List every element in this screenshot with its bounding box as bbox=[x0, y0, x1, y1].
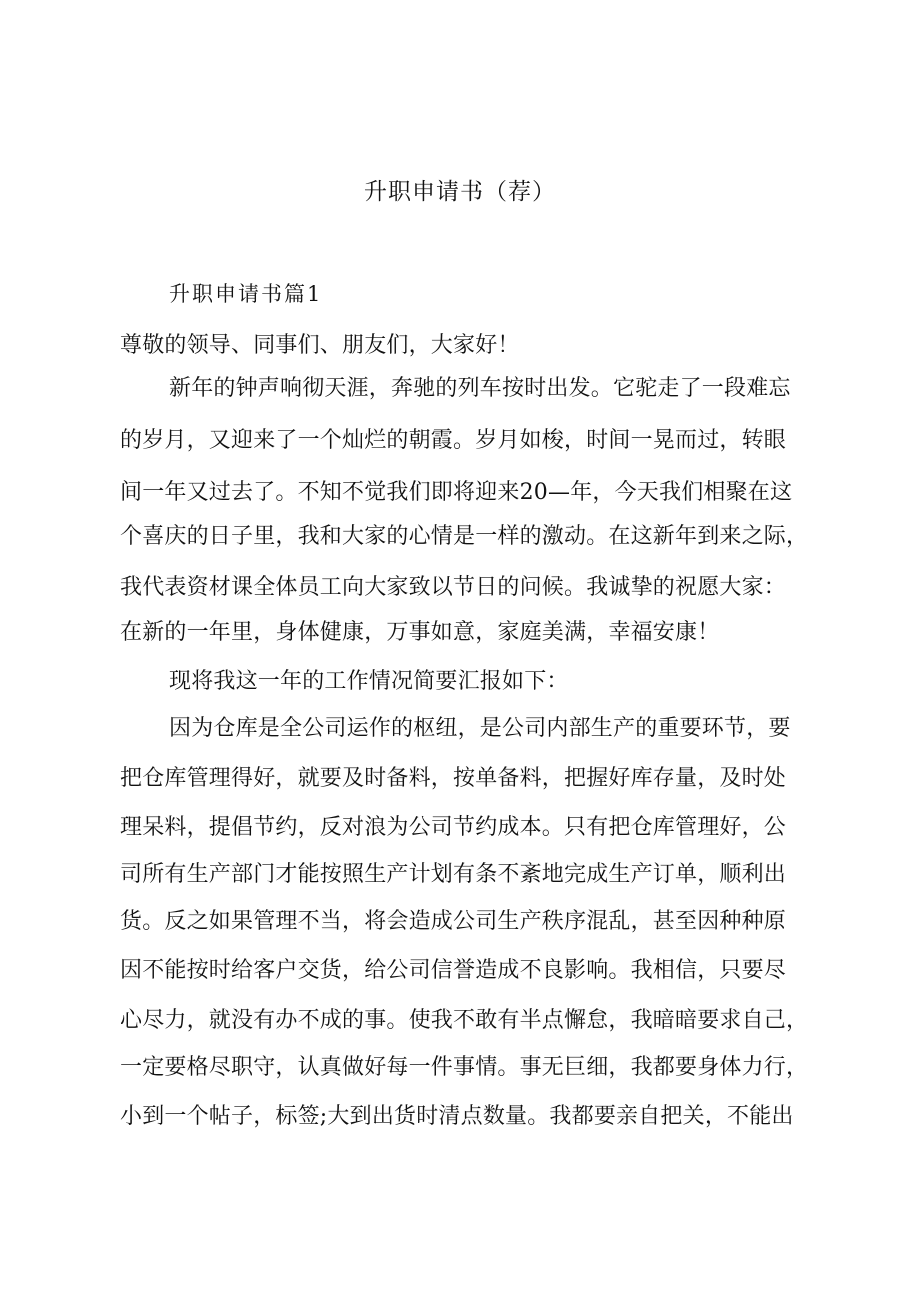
document-title: 升职申请书（荐） bbox=[364, 179, 556, 205]
body-line: 个喜庆的日子里，我和大家的心情是一样的激动。在这新年到来之际， bbox=[120, 524, 809, 549]
body-line-salutation: 尊敬的领导、同事们、朋友们，大家好！ bbox=[120, 333, 520, 358]
body-line: 货。反之如果管理不当，将会造成公司生产秩序混乱，甚至因种种原 bbox=[120, 909, 787, 934]
body-line: 心尽力，就没有办不成的事。使我不敢有半点懈怠，我暗暗要求自己， bbox=[120, 1008, 809, 1033]
body-line: 把仓库管理得好，就要及时备料，按单备料，把握好库存量，及时处 bbox=[120, 766, 787, 791]
body-line: 理呆料，提倡节约，反对浪为公司节约成本。只有把仓库管理好，公 bbox=[120, 815, 787, 840]
body-line: 我代表资材课全体员工向大家致以节日的问候。我诚挚的祝愿大家： bbox=[120, 575, 787, 600]
body-line: 新年的钟声响彻天涯，奔驰的列车按时出发。它驼走了一段难忘 bbox=[169, 376, 791, 401]
body-line: 的岁月，又迎来了一个灿烂的朝霞。岁月如梭，时间一晃而过，转眼 bbox=[120, 428, 787, 453]
section-heading: 升职申请书篇1 bbox=[169, 282, 323, 306]
body-line: 间一年又过去了。不知不觉我们即将迎来20—年，今天我们相聚在这 bbox=[120, 480, 793, 505]
body-line: 因为仓库是全公司运作的枢纽，是公司内部生产的重要环节，要 bbox=[169, 716, 791, 741]
body-line: 司所有生产部门才能按照生产计划有条不紊地完成生产订单，顺利出 bbox=[120, 862, 787, 887]
body-line: 现将我这一年的工作情况简要汇报如下： bbox=[169, 669, 569, 694]
body-line: 因不能按时给客户交货，给公司信誉造成不良影响。我相信，只要尽 bbox=[120, 958, 787, 983]
body-line: 一定要格尽职守，认真做好每一件事情。事无巨细，我都要身体力行， bbox=[120, 1055, 809, 1080]
body-line: 在新的一年里，身体健康，万事如意，家庭美满，幸福安康！ bbox=[120, 620, 720, 645]
body-line: 小到一个帖子，标签;大到出货时清点数量。我都要亲自把关，不能出 bbox=[120, 1104, 794, 1129]
